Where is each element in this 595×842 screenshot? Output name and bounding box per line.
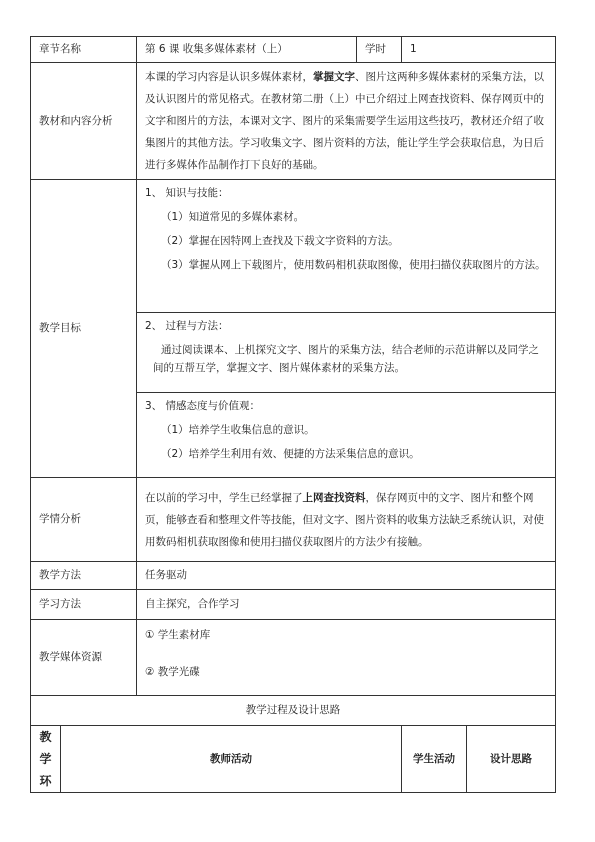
chapter-row <box>31 37 556 63</box>
analysis-text-b: 、图片这两种多媒体素材的采集方法，以及认识图片的常见格式。在教材第二册（上）中已介绍过上网查找资料、保存网页中的文字和图片的方法，本课对文字、图片的采集需要学生运用这些技巧，教材还介绍了收集图片的其他方法。学习收集文字、图片资料的方法，能让学生学会获取信息，为日后进行多媒体作品制作打下良好的基础。 <box>145 71 544 171</box>
goals-sec3-item: （2）培养学生利用有效、便捷的方法采集信息的意识。 <box>161 448 420 460</box>
media-item: ① 学生素材库 <box>145 629 211 641</box>
chapter-label: 章节名称 <box>31 37 137 63</box>
student-activity-header: 学生活动 <box>402 726 467 793</box>
goals-knowledge <box>137 180 556 313</box>
chapter-value: 第 6 课 收集多媒体素材（上） <box>137 37 357 63</box>
situation-text-b: ，保存网页中的文字、图片和整个网页，能够查看和整理文件等技能，但对文字、图片资料的收集方法缺乏系统认识，对使用数码相机获取图像和使用扫描仪获取图片的方法少有接触。 <box>145 491 544 548</box>
situation-label: 学情分析 <box>31 478 137 562</box>
design-idea-header: 设计思路 <box>467 726 556 793</box>
situation-text <box>137 478 556 562</box>
goals-sec1-item: （3）掌握从网上下载图片，使用数码相机获取图像，使用扫描仪获取图片的方法。 <box>161 259 546 271</box>
study-row <box>31 590 556 620</box>
goals-row-1 <box>31 180 556 313</box>
goals-sec1-item: （1）知道常见的多媒体素材。 <box>161 211 305 223</box>
media-label: 教学媒体资源 <box>31 620 137 696</box>
lesson-plan-table <box>30 36 556 793</box>
teacher-activity-header: 教师活动 <box>61 726 402 793</box>
goals-label: 教学目标 <box>31 180 137 478</box>
situation-text-bold: 上网查找资料 <box>302 491 366 504</box>
goals-sec2-title: 2、 过程与方法： <box>145 320 229 332</box>
goals-attitude <box>137 393 556 478</box>
media-list <box>137 620 556 696</box>
hours-value: 1 <box>402 37 556 63</box>
method-value: 任务驱动 <box>137 562 556 590</box>
process-title-row <box>31 696 556 726</box>
goals-sec1-item: （2）掌握在因特网上查找及下载文字资料的方法。 <box>161 235 399 247</box>
goals-sec1-title: 1、 知识与技能： <box>145 187 229 199</box>
goals-sec2-text: 通过阅读课本、上机探究文字、图片的采集方法，结合老师的示范讲解以及同学之间的互帮互学，掌握文字、图片媒体素材的采集方法。 <box>153 344 539 374</box>
analysis-row <box>31 63 556 180</box>
study-value: 自主探究，合作学习 <box>137 590 556 620</box>
method-label: 教学方法 <box>31 562 137 590</box>
process-title: 教学过程及设计思路 <box>31 696 556 726</box>
stage-header <box>31 726 61 793</box>
method-row <box>31 562 556 590</box>
goals-process <box>137 313 556 393</box>
situation-text-a: 在以前的学习中，学生已经掌握了 <box>145 491 303 504</box>
situation-row <box>31 478 556 562</box>
goals-sec3-title: 3、 情感态度与价值观： <box>145 400 261 412</box>
process-header-row <box>31 726 556 793</box>
analysis-text-a: 本课的学习内容是认识多媒体素材， <box>145 71 313 83</box>
stage-header-text: 教学环 <box>39 730 52 788</box>
hours-label: 学时 <box>357 37 402 63</box>
analysis-text-bold: 掌握文字 <box>313 71 355 83</box>
media-row <box>31 620 556 696</box>
media-item: ② 教学光碟 <box>145 666 200 678</box>
analysis-text <box>137 63 556 180</box>
analysis-label: 教材和内容分析 <box>31 63 137 180</box>
goals-sec3-item: （1）培养学生收集信息的意识。 <box>161 424 315 436</box>
study-label: 学习方法 <box>31 590 137 620</box>
